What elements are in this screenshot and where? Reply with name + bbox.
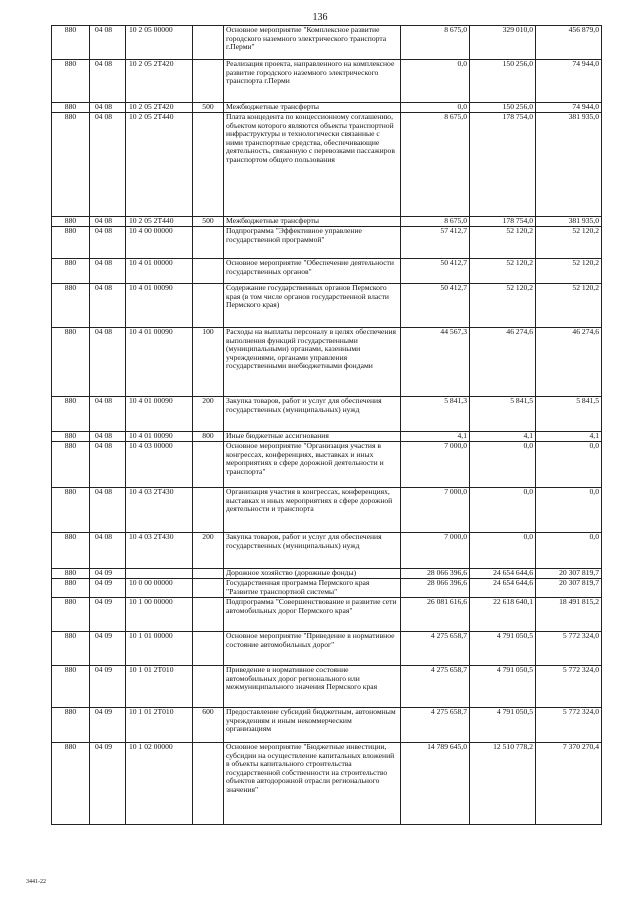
target-article-code: 10 4 03 00000	[126, 442, 193, 488]
target-article-code: 10 2 05 00000	[126, 26, 193, 60]
page-number: 136	[312, 12, 328, 23]
item-name: Межбюджетные трансферты	[224, 103, 401, 113]
amount-year-2: 52 120,2	[470, 259, 536, 284]
item-name: Организация участия в конгрессах, конференциях, выставках и иных мероприятиях в сфере дорожной деятельности и транспорта	[224, 488, 401, 533]
amount-year-3: 52 120,2	[536, 259, 602, 284]
amount-year-2: 4 791 050,5	[470, 708, 536, 743]
expense-type-code	[193, 743, 224, 825]
amount-year-1: 0,0	[401, 103, 470, 113]
item-name: Расходы на выплаты персоналу в целях обеспечения выполнения функций государственными (муниципальными) органами, казенными учреждениями, органами управления государственными внебюджетными фондами	[224, 328, 401, 397]
table-row	[52, 569, 602, 579]
ministry-code: 880	[52, 708, 90, 743]
ministry-code: 880	[52, 598, 90, 632]
amount-year-1: 5 841,3	[401, 397, 470, 432]
item-name: Основное мероприятие "Организация участия в конгрессах, конференциях, выставках и иных мероприятиях в сфере дорожной деятельности и транспорта"	[224, 442, 401, 488]
table-row	[52, 397, 602, 432]
item-name: Реализация проекта, направленного на комплексное развитие городского наземного электрического транспорта г.Перми	[224, 60, 401, 103]
table-row	[52, 217, 602, 227]
table-row	[52, 708, 602, 743]
section-code: 04 08	[90, 259, 126, 284]
expense-type-code	[193, 227, 224, 259]
expense-type-code	[193, 284, 224, 328]
item-name: Дорожное хозяйство (дорожные фонды)	[224, 569, 401, 579]
target-article-code: 10 4 00 00000	[126, 227, 193, 259]
table-row	[52, 259, 602, 284]
amount-year-2: 178 754,0	[470, 217, 536, 227]
table-row	[52, 60, 602, 103]
expense-type-code	[193, 259, 224, 284]
amount-year-2: 150 256,0	[470, 103, 536, 113]
section-code: 04 09	[90, 708, 126, 743]
amount-year-3: 0,0	[536, 488, 602, 533]
section-code: 04 08	[90, 432, 126, 442]
table-row	[52, 26, 602, 60]
table-row	[52, 328, 602, 397]
target-article-code: 10 1 01 2Т010	[126, 666, 193, 708]
amount-year-3: 5 772 324,0	[536, 632, 602, 666]
ministry-code: 880	[52, 442, 90, 488]
expense-type-code	[193, 26, 224, 60]
item-name: Подпрограмма "Совершенствование и развитие сети автомобильных дорог Пермского края"	[224, 598, 401, 632]
expense-type-code: 200	[193, 397, 224, 432]
amount-year-2: 0,0	[470, 488, 536, 533]
amount-year-2: 52 120,2	[470, 284, 536, 328]
expense-type-code	[193, 666, 224, 708]
amount-year-2: 46 274,6	[470, 328, 536, 397]
section-code: 04 08	[90, 442, 126, 488]
amount-year-2: 12 510 778,2	[470, 743, 536, 825]
amount-year-1: 8 675,0	[401, 217, 470, 227]
item-name: Плата концедента по концессионному соглашению, объектом которого являются объекты транспортной инфраструктуры и технологически связанные с ними транспортные средства, обеспечивающие деятельность, связанную с перевозками пассажиров транспортом общего пользования	[224, 113, 401, 217]
target-article-code: 10 1 02 00000	[126, 743, 193, 825]
amount-year-3: 5 841,5	[536, 397, 602, 432]
section-code: 04 08	[90, 217, 126, 227]
section-code: 04 08	[90, 488, 126, 533]
ministry-code: 880	[52, 26, 90, 60]
amount-year-1: 8 675,0	[401, 26, 470, 60]
item-name: Закупка товаров, работ и услуг для обеспечения государственных (муниципальных) нужд	[224, 533, 401, 569]
amount-year-2: 178 754,0	[470, 113, 536, 217]
expense-type-code: 200	[193, 533, 224, 569]
amount-year-1: 14 789 645,0	[401, 743, 470, 825]
amount-year-1: 7 000,0	[401, 488, 470, 533]
amount-year-2: 52 120,2	[470, 227, 536, 259]
amount-year-3: 4,1	[536, 432, 602, 442]
budget-table	[51, 25, 602, 825]
item-name: Содержание государственных органов Пермского края (в том числе органов государственной власти Пермского края)	[224, 284, 401, 328]
amount-year-3: 46 274,6	[536, 328, 602, 397]
ministry-code: 880	[52, 579, 90, 598]
amount-year-2: 0,0	[470, 442, 536, 488]
amount-year-1: 7 000,0	[401, 533, 470, 569]
target-article-code: 10 4 01 00090	[126, 328, 193, 397]
target-article-code: 10 4 03 2Т430	[126, 488, 193, 533]
amount-year-2: 4 791 050,5	[470, 666, 536, 708]
item-name: Предоставление субсидий бюджетным, автономным учреждениям и иным некоммерческим организациям	[224, 708, 401, 743]
item-name: Иные бюджетные ассигнования	[224, 432, 401, 442]
target-article-code: 10 2 05 2Т420	[126, 103, 193, 113]
target-article-code: 10 4 03 2Т430	[126, 533, 193, 569]
amount-year-2: 5 841,5	[470, 397, 536, 432]
table-row	[52, 632, 602, 666]
section-code: 04 08	[90, 397, 126, 432]
amount-year-2: 329 010,0	[470, 26, 536, 60]
amount-year-3: 7 370 270,4	[536, 743, 602, 825]
section-code: 04 08	[90, 60, 126, 103]
amount-year-3: 52 120,2	[536, 284, 602, 328]
target-article-code: 10 1 01 00000	[126, 632, 193, 666]
target-article-code: 10 4 01 00090	[126, 284, 193, 328]
table-row	[52, 598, 602, 632]
table-row	[52, 227, 602, 259]
section-code: 04 08	[90, 227, 126, 259]
item-name: Основное мероприятие "Приведение в нормативное состояние автомобильных дорог"	[224, 632, 401, 666]
item-name: Государственная программа Пермского края "Развитие транспортной системы"	[224, 579, 401, 598]
amount-year-3: 18 491 815,2	[536, 598, 602, 632]
amount-year-3: 381 935,0	[536, 217, 602, 227]
amount-year-2: 24 654 644,6	[470, 579, 536, 598]
section-code: 04 09	[90, 579, 126, 598]
target-article-code: 10 2 05 2Т440	[126, 217, 193, 227]
amount-year-3: 456 879,0	[536, 26, 602, 60]
amount-year-3: 381 935,0	[536, 113, 602, 217]
ministry-code: 880	[52, 217, 90, 227]
target-article-code: 10 4 01 00000	[126, 259, 193, 284]
ministry-code: 880	[52, 259, 90, 284]
ministry-code: 880	[52, 432, 90, 442]
ministry-code: 880	[52, 743, 90, 825]
item-name: Основное мероприятие "Бюджетные инвестиции, субсидии на осуществление капитальных вложений в объекты капитального строительства государственной собственности на строительство объектов автодорожной отрасли регионального значения"	[224, 743, 401, 825]
amount-year-2: 22 618 640,1	[470, 598, 536, 632]
expense-type-code: 500	[193, 217, 224, 227]
item-name: Закупка товаров, работ и услуг для обеспечения государственных (муниципальных) нужд	[224, 397, 401, 432]
amount-year-1: 7 000,0	[401, 442, 470, 488]
amount-year-3: 74 944,0	[536, 60, 602, 103]
section-code: 04 09	[90, 632, 126, 666]
ministry-code: 880	[52, 533, 90, 569]
amount-year-1: 44 567,3	[401, 328, 470, 397]
ministry-code: 880	[52, 227, 90, 259]
expense-type-code	[193, 113, 224, 217]
amount-year-2: 4,1	[470, 432, 536, 442]
amount-year-2: 24 654 644,6	[470, 569, 536, 579]
item-name: Приведение в нормативное состояние автомобильных дорог регионального или межмуниципального значения Пермского края	[224, 666, 401, 708]
amount-year-1: 0,0	[401, 60, 470, 103]
target-article-code	[126, 569, 193, 579]
target-article-code: 10 1 00 00000	[126, 598, 193, 632]
amount-year-3: 52 120,2	[536, 227, 602, 259]
amount-year-2: 150 256,0	[470, 60, 536, 103]
target-article-code: 10 0 00 00000	[126, 579, 193, 598]
document-code: 3441-22	[26, 879, 46, 885]
amount-year-3: 74 944,0	[536, 103, 602, 113]
table-row	[52, 284, 602, 328]
section-code: 04 09	[90, 666, 126, 708]
table-row	[52, 113, 602, 217]
section-code: 04 09	[90, 743, 126, 825]
item-name: Основное мероприятие "Обеспечение деятельности государственных органов"	[224, 259, 401, 284]
expense-type-code	[193, 632, 224, 666]
amount-year-1: 4 275 658,7	[401, 666, 470, 708]
expense-type-code	[193, 60, 224, 103]
item-name: Межбюджетные трансферты	[224, 217, 401, 227]
ministry-code: 880	[52, 666, 90, 708]
expense-type-code: 100	[193, 328, 224, 397]
amount-year-1: 4,1	[401, 432, 470, 442]
expense-type-code	[193, 569, 224, 579]
amount-year-1: 50 412,7	[401, 259, 470, 284]
item-name: Основное мероприятие "Комплексное развитие городского наземного электрического транспорта г.Перми"	[224, 26, 401, 60]
amount-year-1: 57 412,7	[401, 227, 470, 259]
target-article-code: 10 4 01 00090	[126, 432, 193, 442]
amount-year-1: 4 275 658,7	[401, 632, 470, 666]
amount-year-3: 20 307 819,7	[536, 569, 602, 579]
expense-type-code: 500	[193, 103, 224, 113]
amount-year-1: 28 066 396,6	[401, 579, 470, 598]
expense-type-code	[193, 598, 224, 632]
target-article-code: 10 4 01 00090	[126, 397, 193, 432]
expense-type-code	[193, 579, 224, 598]
table-row	[52, 442, 602, 488]
ministry-code: 880	[52, 397, 90, 432]
section-code: 04 08	[90, 26, 126, 60]
expense-type-code	[193, 488, 224, 533]
table-row	[52, 103, 602, 113]
amount-year-2: 0,0	[470, 533, 536, 569]
target-article-code: 10 1 01 2Т010	[126, 708, 193, 743]
table-row	[52, 533, 602, 569]
amount-year-1: 26 081 616,6	[401, 598, 470, 632]
amount-year-1: 8 675,0	[401, 113, 470, 217]
ministry-code: 880	[52, 328, 90, 397]
table-row	[52, 666, 602, 708]
section-code: 04 08	[90, 103, 126, 113]
ministry-code: 880	[52, 284, 90, 328]
section-code: 04 08	[90, 533, 126, 569]
ministry-code: 880	[52, 632, 90, 666]
item-name: Подпрограмма "Эффективное управление государственной программой"	[224, 227, 401, 259]
table-row	[52, 743, 602, 825]
section-code: 04 08	[90, 284, 126, 328]
section-code: 04 09	[90, 598, 126, 632]
amount-year-3: 0,0	[536, 533, 602, 569]
ministry-code: 880	[52, 569, 90, 579]
table-row	[52, 432, 602, 442]
target-article-code: 10 2 05 2Т420	[126, 60, 193, 103]
ministry-code: 880	[52, 60, 90, 103]
section-code: 04 08	[90, 328, 126, 397]
amount-year-3: 5 772 324,0	[536, 666, 602, 708]
expense-type-code	[193, 442, 224, 488]
table-row	[52, 488, 602, 533]
ministry-code: 880	[52, 488, 90, 533]
table-row	[52, 579, 602, 598]
amount-year-3: 0,0	[536, 442, 602, 488]
section-code: 04 09	[90, 569, 126, 579]
amount-year-1: 28 066 396,6	[401, 569, 470, 579]
expense-type-code: 600	[193, 708, 224, 743]
target-article-code: 10 2 05 2Т440	[126, 113, 193, 217]
section-code: 04 08	[90, 113, 126, 217]
amount-year-2: 4 791 050,5	[470, 632, 536, 666]
expense-type-code: 800	[193, 432, 224, 442]
ministry-code: 880	[52, 103, 90, 113]
ministry-code: 880	[52, 113, 90, 217]
amount-year-1: 50 412,7	[401, 284, 470, 328]
amount-year-3: 5 772 324,0	[536, 708, 602, 743]
amount-year-1: 4 275 658,7	[401, 708, 470, 743]
amount-year-3: 20 307 819,7	[536, 579, 602, 598]
